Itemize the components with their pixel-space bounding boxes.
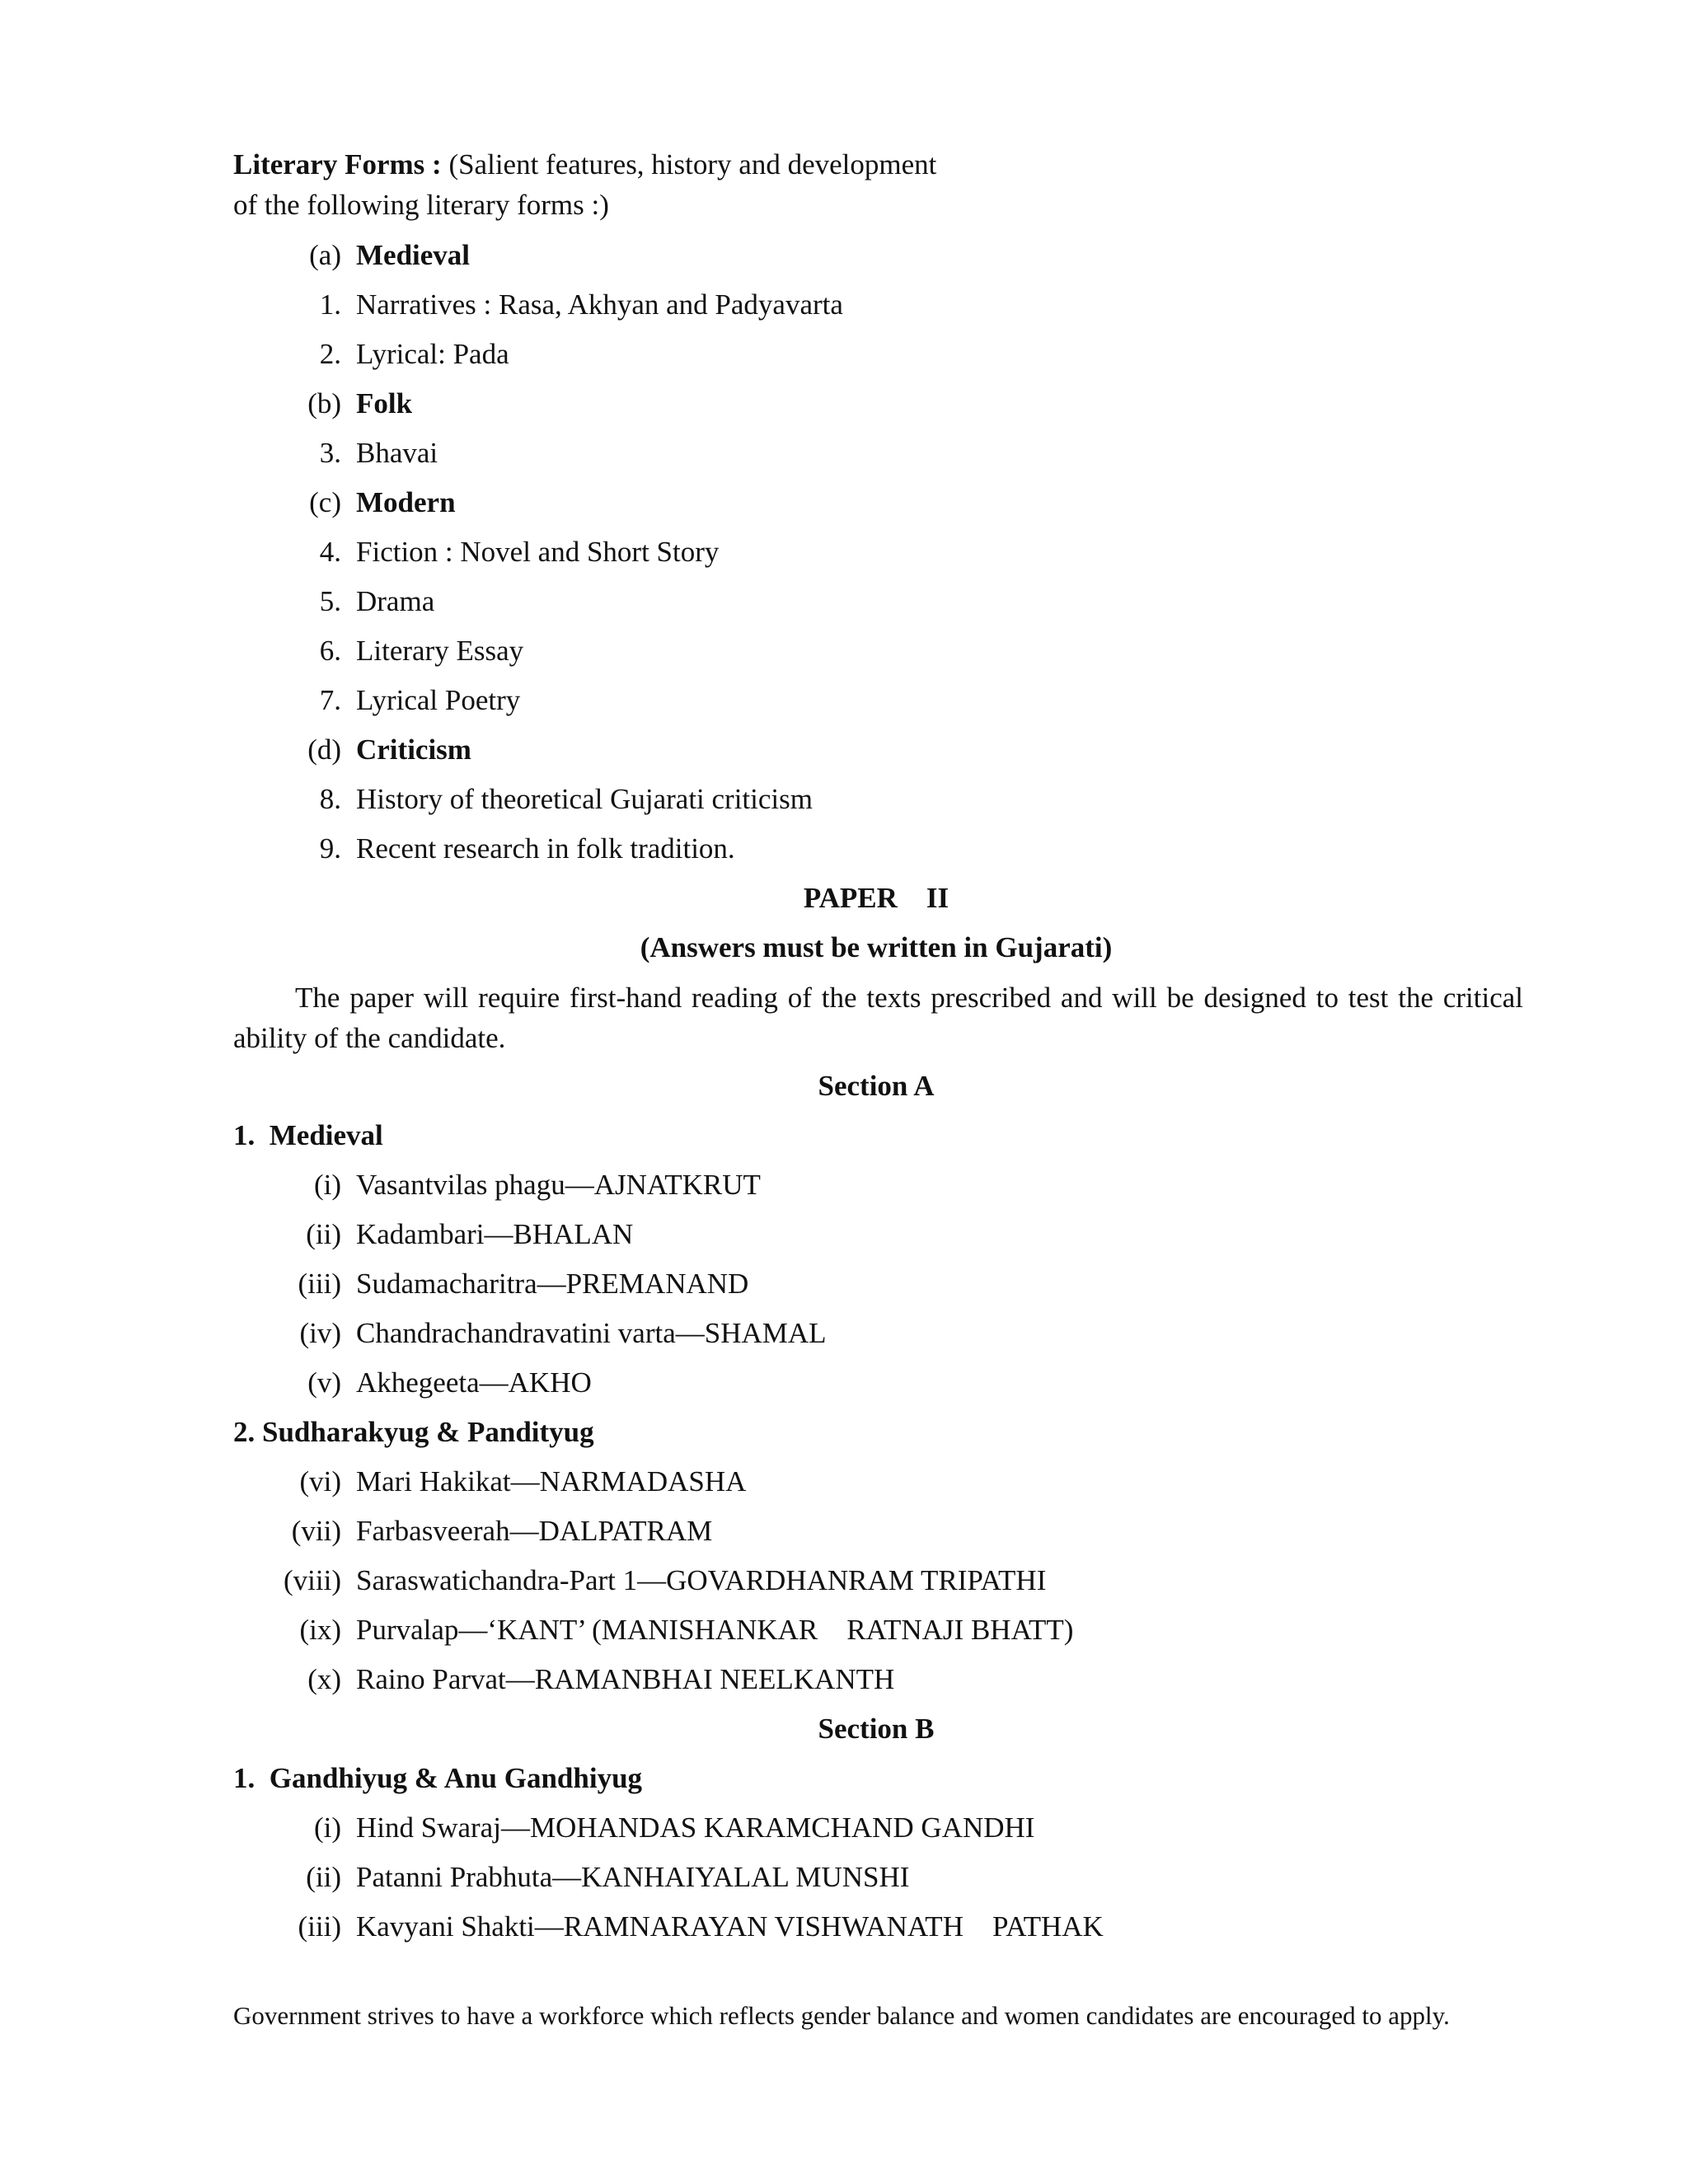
form-item-number: 8. — [319, 783, 341, 815]
form-item-number: (b) — [307, 387, 341, 419]
section-a-item-number: (vi) — [299, 1465, 341, 1497]
section-a-item-number: (iv) — [299, 1317, 341, 1349]
form-item-number: 1. — [319, 288, 341, 321]
footer-note: Government strives to have a workforce which reflects gender balance and women candidates are encouraged to apply. — [233, 2001, 1450, 2030]
section-a-group-2-label: Sudharakyug & Pandityug — [262, 1416, 594, 1448]
section-a-group-2-num: 2. — [233, 1416, 256, 1448]
paper-description: The paper will require first-hand reading of the texts prescribed and will be designed to test the critical ability of the candidate. — [233, 982, 1523, 1054]
section-a-title: Section A — [818, 1070, 935, 1102]
section-a-item-number: (x) — [307, 1663, 341, 1695]
section-b-group-1-num: 1. — [233, 1762, 256, 1794]
section-b-item-number: (i) — [313, 1811, 341, 1844]
form-item-label: History of theoretical Gujarati criticism — [356, 783, 813, 815]
section-a-item-number: (i) — [313, 1169, 341, 1201]
intro-line-2: of the following literary forms :) — [233, 189, 609, 221]
form-item-label: Fiction : Novel and Short Story — [356, 536, 720, 568]
section-a-item-label: Kadambari—BHALAN — [356, 1218, 634, 1250]
form-item-label: Criticism — [356, 733, 471, 766]
form-item-number: (d) — [307, 733, 341, 766]
section-b-item-label: Hind Swaraj—MOHANDAS KARAMCHAND GANDHI — [356, 1811, 1035, 1844]
section-a-item-label: Sudamacharitra—PREMANAND — [356, 1268, 749, 1300]
section-a-item-label: Mari Hakikat—NARMADASHA — [356, 1465, 747, 1497]
form-item-number: (c) — [309, 486, 341, 518]
form-item-number: 6. — [319, 635, 341, 667]
section-b-item-label: Kavyani Shakti—RAMNARAYAN VISHWANATH PATHAK — [356, 1910, 1104, 1943]
section-a-item-label: Vasantvilas phagu—AJNATKRUT — [356, 1169, 761, 1201]
section-a-item-label: Raino Parvat—RAMANBHAI NEELKANTH — [356, 1663, 895, 1695]
section-b-item-label: Patanni Prabhuta—KANHAIYALAL MUNSHI — [356, 1861, 910, 1893]
form-item-number: 7. — [319, 684, 341, 716]
form-item-label: Medieval — [356, 239, 471, 271]
section-a-group-1-label: Medieval — [269, 1119, 383, 1151]
form-item-number: (a) — [309, 239, 341, 271]
form-item-number: 5. — [319, 585, 341, 617]
form-item-label: Bhavai — [356, 437, 438, 469]
section-a-group-1-num: 1. — [233, 1119, 256, 1151]
form-item-number: 9. — [319, 832, 341, 865]
section-a-item-label: Akhegeeta—AKHO — [356, 1366, 592, 1399]
form-item-label: Drama — [356, 585, 435, 617]
section-a-item-label: Saraswatichandra-Part 1—GOVARDHANRAM TRIPATHI — [356, 1564, 1047, 1596]
intro-line-1 — [233, 145, 936, 185]
section-a-group-1-heading — [233, 1116, 383, 1155]
section-b-title: Section B — [818, 1713, 935, 1745]
section-a-item-number: (viii) — [284, 1564, 341, 1596]
section-b-item-number: (iii) — [298, 1910, 341, 1943]
form-item-number: 4. — [319, 536, 341, 568]
section-a-item-number: (v) — [307, 1366, 341, 1399]
form-item-label: Narratives : Rasa, Akhyan and Padyavarta — [356, 288, 843, 321]
section-a-item-number: (ix) — [299, 1614, 341, 1646]
form-item-label: Lyrical Poetry — [356, 684, 521, 716]
form-item-label: Folk — [356, 387, 413, 419]
section-a-item-number: (iii) — [298, 1268, 341, 1300]
section-a-item-label: Chandrachandravatini varta—SHAMAL — [356, 1317, 827, 1349]
section-b-group-1-label: Gandhiyug & Anu Gandhiyug — [269, 1762, 643, 1794]
form-item-label: Modern — [356, 486, 456, 518]
section-a-item-number: (vii) — [291, 1515, 341, 1547]
paper-title: PAPER II — [803, 882, 950, 914]
section-a-item-label: Purvalap—‘KANT’ (MANISHANKAR RATNAJI BHATT) — [356, 1614, 1074, 1646]
section-a-group-2-heading — [233, 1413, 594, 1452]
paper-subtitle: (Answers must be written in Gujarati) — [640, 931, 1113, 963]
intro-text-1: (Salient features, history and development — [441, 148, 937, 180]
section-b-group-1-heading — [233, 1759, 642, 1798]
form-item-number: 3. — [319, 437, 341, 469]
section-a-item-number: (ii) — [306, 1218, 341, 1250]
section-a-item-label: Farbasveerah—DALPATRAM — [356, 1515, 713, 1547]
section-b-item-number: (ii) — [306, 1861, 341, 1893]
form-item-label: Literary Essay — [356, 635, 524, 667]
intro-heading: Literary Forms : — [233, 148, 442, 180]
form-item-number: 2. — [319, 338, 341, 370]
form-item-label: Lyrical: Pada — [356, 338, 509, 370]
form-item-label: Recent research in folk tradition. — [356, 832, 735, 865]
